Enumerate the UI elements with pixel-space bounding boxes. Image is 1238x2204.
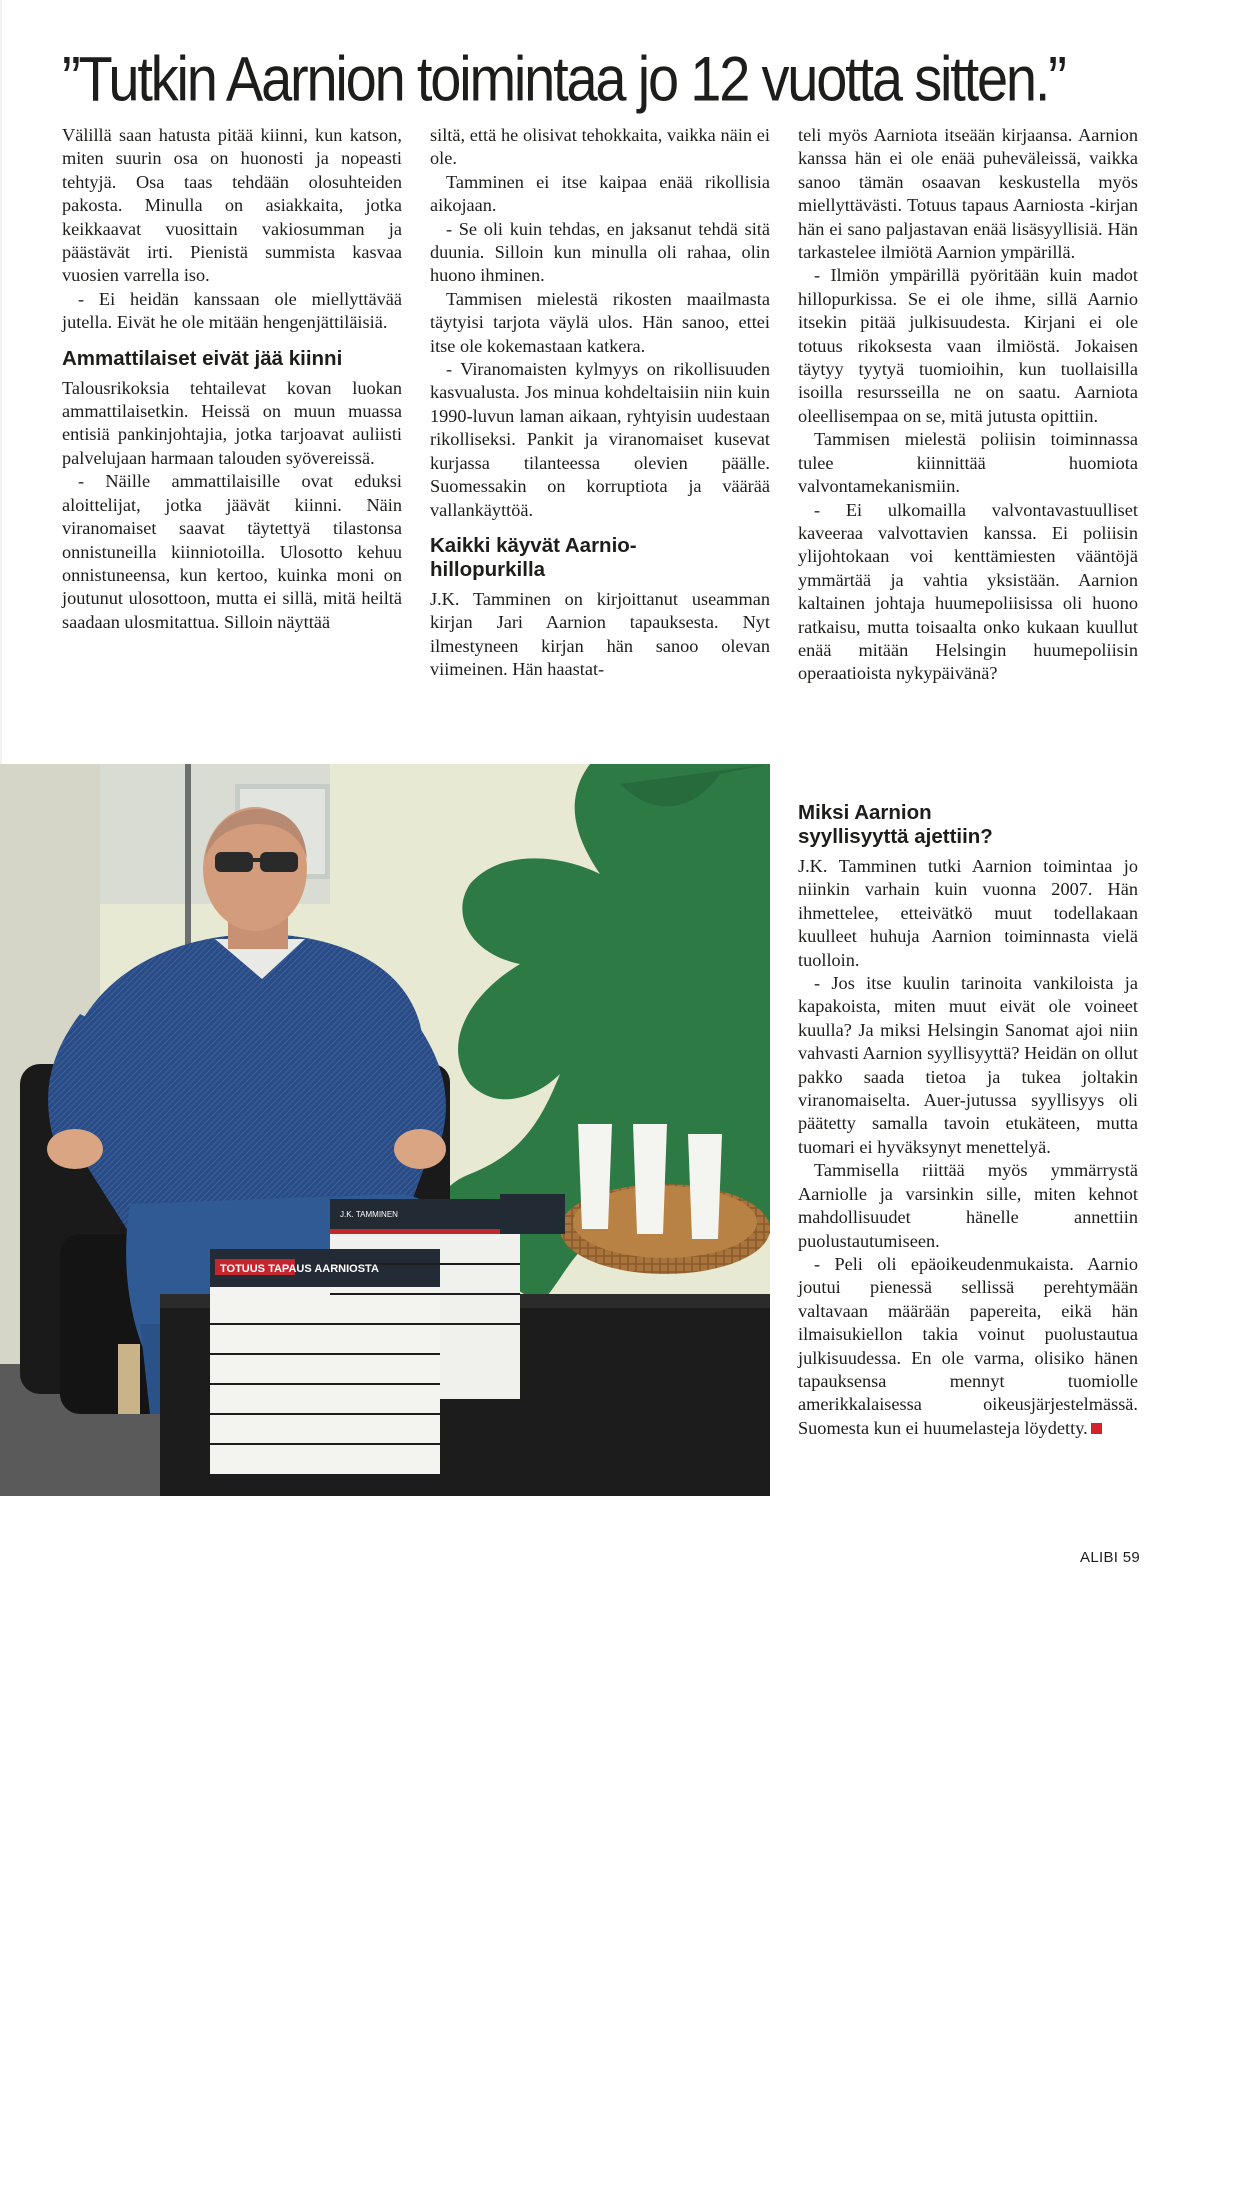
article-column-1 [62, 124, 402, 634]
paragraph: Tammisen mielestä rikosten maailmasta täytyisi tarjota väylä ulos. Hän sanoo, ettei itse ole kokemastaan katkera. [430, 288, 770, 356]
subheading-guilt: Miksi Aarnion syyllisyyttä ajettiin? [798, 801, 993, 848]
paragraph: - Näille ammattilaisille ovat eduksi aloittelijat, jotka jäävät kiinni. Näin viranomaiset saavat täytettyä tilastonsa onnistuneilla kiinniotoilla. Ulosotto kehuu onnistuneensa, kun kertoo, kuinka moni on joutunut ulosottoon, mutta ei sillä, mitä heiltä saadaan ulosmitattua. Silloin näyttää [62, 471, 402, 632]
paragraph: - Jos itse kuulin tarinoita vankiloista ja kapakoista, miten muut eivät ole voineet kuulla? Ja miksi Helsingin Sanomat ajoi niin vahvasti Aarnion syyllisyyttä? Heidän on ollut pakko saada tietoa ja tukea joltakin viranomaiselta. Auer-jutussa syyllisyys oli päätetty samalla tavoin etukäteen, mutta tuomari ei hyväksynyt menettelyä. [798, 973, 1138, 1157]
paragraph: siltä, että he olisivat tehokkaita, vaikka näin ei ole. [430, 125, 770, 169]
paragraph: - Ei heidän kanssaan ole miellyttävää jutella. Eivät he ole mitään hengenjättiläisiä. [62, 288, 402, 333]
article-column-3-lower [798, 801, 1138, 1440]
article-column-3 [798, 124, 1138, 686]
paragraph: J.K. Tamminen on kirjoittanut useamman kirjan Jari Aarnion tapauksesta. Nyt ilmestyneen kirjan hän sanoo olevan viimeinen. Hän haastat- [430, 588, 770, 680]
book-cover-title: TOTUUS TAPAUS AARNIOSTA [220, 1263, 379, 1275]
paragraph: - Se oli kuin tehdas, en jaksanut tehdä sitä duunia. Silloin kun minulla oli rahaa, olin huono ihminen. [430, 218, 770, 286]
paragraph: Tamminen ei itse kaipaa enää rikollisia aikojaan. [430, 171, 770, 216]
caption-title: KIRJAILIJA. [536, 2054, 625, 2071]
paragraph: Talousrikoksia tehtailevat kovan luokan ammattilaisetkin. Heissä on muun muassa entisiä pankinjohtajia, jotka tarjoavat auliisti palvelujaan harmaan talouden syövereissä. [62, 377, 402, 468]
headline: ”Tutkin Aarnion toimintaa jo 12 vuotta sitten.” [62, 43, 1065, 114]
paragraph: - Viranomaisten kylmyys on rikollisuuden kasvualusta. Jos minua kohdeltaisiin niin kuin 1990-luvun laman aikaan, ryhtyisin uudestaan rikolliseksi. Pankit ja viranomaiset kusevat kurjassa tilanteessa olevien päälle. Suomessakin on korruptiota ja väärää vallankäyttöä. [430, 359, 770, 520]
paragraph: Tammisen mielestä poliisin toiminnassa tulee kiinnittää huomiota valvontamekanismiin. [798, 429, 1138, 497]
paragraph: J.K. Tamminen tutki Aarnion toimintaa jo niinkin varhain kuin vuonna 2007. Hän ihmettelee, etteivätkö muut todellakaan kuulleet huhuja Aarnion toiminnasta vielä tuolloin. [798, 856, 1138, 970]
page-number: ALIBI 59 [1080, 1549, 1140, 1566]
paragraph: - Ei ulkomailla valvontavastuulliset kaveeraa valvottavien kanssa. Ei poliisin ylijohtokaan voi kenttämiesten vääntöjä ymmärtää ja vahtia yksistään. Aarnion kaltainen johtaja huumepoliisissa oli huono ratkaisu, mutta toisaalta onko kukaan kuullut enää mitään Helsingin huumepoliisin operaatioista nykypäivänä? [798, 499, 1138, 684]
page-edge [0, 0, 2, 764]
book-cover-author: J.K. TAMMINEN [340, 1210, 398, 1219]
caption-text: Syyskuussa ilmestyneen ”Totuus tapaus Aarniosta” -kirjan J.K. Tamminen sanoo olevan viimeinen Aarnio-kirja, jonka hän kirjoittaa. Seuraavan kirjan J.K.Tamminen aikoo kirjoittaa lama-ajasta, joka ajoi hänet itsensä yrittämään itsemurhaa. [536, 2071, 759, 2204]
end-mark-icon [1091, 1423, 1102, 1434]
subheading-jam-jar: Kaikki käyvät Aarnio-hillopurkilla [430, 533, 637, 581]
paragraph: Välillä saan hatusta pitää kiinni, kun katson, miten suurin osa on huonosti ja nopeasti tehtyjä. Osa taas tehdään olosuhteiden pakosta. Minulla on asiakkaita, jotka keikkaavat vuosittain vakiosumman ja päästävät irti. Pienistä summista kasvaa vuosien varrella iso. [62, 125, 402, 286]
subheading-professionals: Ammattilaiset eivät jää kiinni [62, 346, 343, 370]
paragraph: teli myös Aarniota itseään kirjaansa. Aarnion kanssa hän ei ole enää puheväleissä, vaikka sanoo tämän osaavan keskustella myös miellyttävästi. Totuus tapaus Aarniosta -kirjan hän ei sano paljastavan enää lisäsyyllisiä. Hän tarkastelee ilmiötä Aarnion ympärillä. [798, 125, 1138, 263]
author-photo [0, 764, 770, 2204]
paragraph: Tammisella riittää myös ymmärrystä Aarniolle ja varsinkin sille, miten kehnot mahdollisuudet hänelle annettiin puolustautumiseen. [798, 1160, 1138, 1251]
photo-illustration [0, 764, 770, 1496]
article-column-2 [430, 124, 770, 682]
paragraph: - Ilmiön ympärillä pyöritään kuin madot hillopurkissa. Se ei ole ihme, sillä Aarnio itsekin pitää julkisuudesta. Kirjani ei ole totuus rikoksesta vaan ilmiöstä. Jokaisen täytyy tyytyä tuomioihin, kun tuollaisilla isoilla resursseilla ne on saatu. Aarniota oleellisempaa on se, mitä jutusta opittiin. [798, 265, 1138, 426]
photo-caption [536, 2055, 761, 2204]
paragraph: - Peli oli epäoikeudenmukaista. Aarnio joutui pienessä sellissä perehtymään valtavaan määrään papereita, eikä hän ilmaisukiellon takia voinut puolustautua julkisuudessa. En ole varma, olisiko hänen tapauksensa mennyt tuomiolle amerikkalaisessa oikeusjärjestelmässä. Suomesta kun ei huumelasteja löydetty. [798, 1253, 1138, 1438]
